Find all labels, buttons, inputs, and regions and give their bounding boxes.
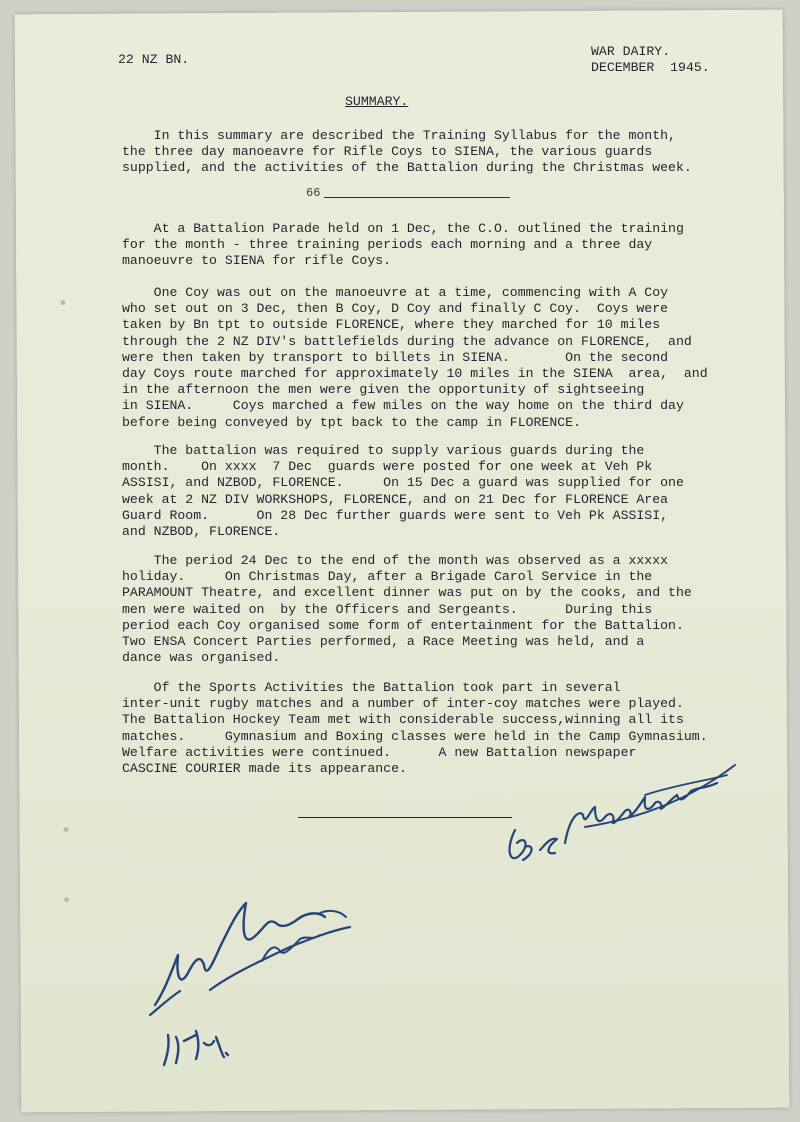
received-signature (495, 755, 745, 885)
summary-title: SUMMARY. (345, 94, 409, 109)
signature-rule (298, 817, 512, 818)
commander-signature (150, 895, 370, 1085)
unit-name: 22 NZ BN. (118, 52, 190, 67)
diary-heading (591, 44, 710, 76)
punch-hole-mark (64, 827, 69, 832)
paragraph-christmas: The period 24 Dec to the end of the month was observed as a xxxxx holiday. On Christmas Day, after a Brigade Carol Service in the PARAMOUNT Theatre, and excellent dinner was put on by the cooks, and the men were waited on by the Officers and Sergeants. During this period each Coy organised some form of entertainment for the Battalion. Two ENSA Concert Parties performed, a Race Meeting was held, and a dance was organised. (122, 553, 692, 666)
paragraph-sports: Of the Sports Activities the Battalion took part in several inter-unit rugby matches and a number of inter-coy matches were played. The Battalion Hockey Team met with considerable success,winning all its matches. Gymnasium and Boxing classes were held in the Camp Gymnasium. Welfare activities were continued. A new Battalion newspaper CASCINE COURIER made its appearance. (122, 680, 708, 777)
paragraph-guards: The battalion was required to supply various guards during the month. On xxxx 7 Dec guards were posted for one week at Veh Pk ASSISI, and NZBOD, FLORENCE. On 15 Dec a guard was supplied for one week at 2 NZ DIV WORKSHOPS, FLORENCE, and on 21 Dec for FLORENCE Area Guard Room. On 28 Dec further guards were sent to Veh Pk ASSISI, and NZBOD, FLORENCE. (122, 443, 684, 540)
paragraph-intro: In this summary are described the Training Syllabus for the month, the three day manoeavre for Rifle Coys to SIENA, the various guards supplied, and the activities of the Battalion during the Christmas week. (122, 128, 692, 176)
page-number-rule (324, 197, 510, 198)
punch-hole-mark (64, 897, 69, 902)
paragraph-manoeuvre: One Coy was out on the manoeuvre at a time, commencing with A Coy who set out on 3 Dec, then B Coy, D Coy and finally C Coy. Coys were taken by Bn tpt to outside FLORENCE, where they marched for 10 miles through the 2 NZ DIV's battlefields during the advance on FLORENCE, and were then taken by transport to billets in SIENA. On the second day Coys route marched for approximately 10 miles in the SIENA area, and in the afternoon the men were given the opportunity of sightseeing in SIENA. Coys marched a few miles on the way home on the third day before being conveyed by tpt back to the camp in FLORENCE. (122, 285, 708, 430)
paragraph-training: At a Battalion Parade held on 1 Dec, the C.O. outlined the training for the month - three training periods each morning and a three day manoeuvre to SIENA for rifle Coys. (122, 221, 684, 269)
diary-title: WAR DAIRY. (591, 44, 671, 59)
punch-hole-mark (60, 300, 65, 305)
diary-date: DECEMBER 1945. (591, 60, 710, 75)
page-number-value: 66 (306, 186, 321, 200)
